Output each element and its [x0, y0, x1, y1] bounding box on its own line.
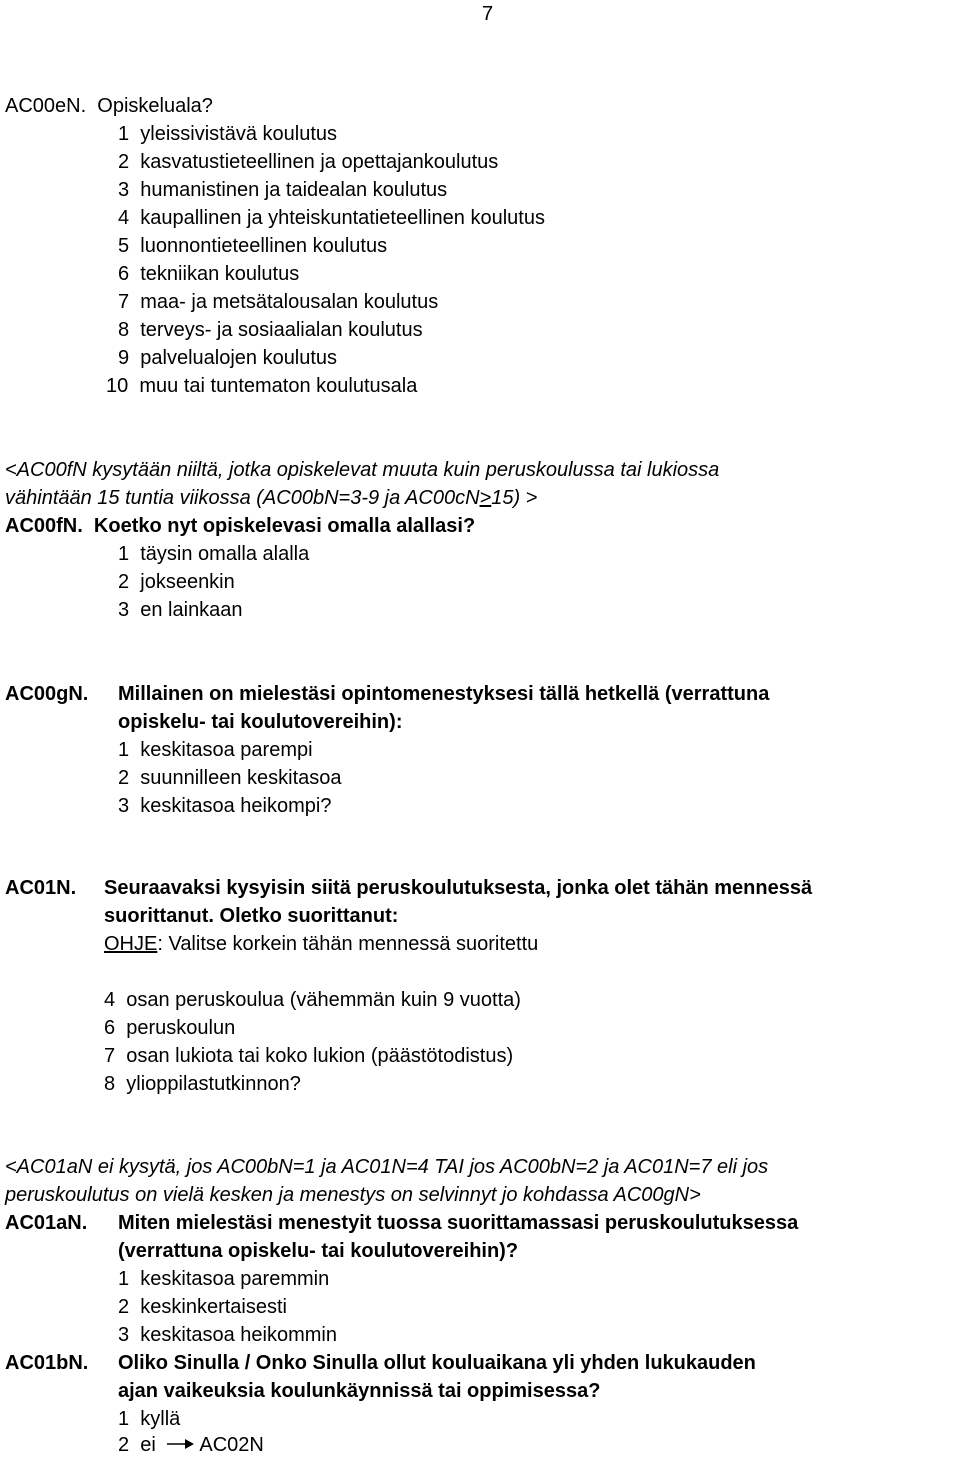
- option-ac01n-7: 7 osan lukiota tai koko lukion (päästötodistus): [104, 1045, 514, 1067]
- option-ac01an-1: 1 keskitasoa paremmin: [118, 1268, 330, 1290]
- option-ac00en-3: 3 humanistinen ja taidealan koulutus: [118, 179, 448, 201]
- option-ac00en-1: 1 yleissivistävä koulutus: [118, 123, 337, 145]
- option-ac00gn-3: 3 keskitasoa heikompi?: [118, 795, 332, 817]
- question-ac00gn-line2: opiskelu- tai koulutovereihin):: [118, 711, 403, 733]
- question-ac01n-line2: suorittanut. Oletko suorittanut:: [104, 905, 399, 927]
- option-ac00en-9: 9 palvelualojen koulutus: [118, 347, 338, 369]
- question-code: AC00fN.: [5, 515, 83, 537]
- option-ac00en-7: 7 maa- ja metsätalousalan koulutus: [118, 291, 439, 313]
- skip-target: AC02N: [199, 1434, 264, 1456]
- option-ac01n-4: 4 osan peruskoulua (vähemmän kuin 9 vuotta): [104, 989, 521, 1011]
- option-ac00en-6: 6 tekniikan koulutus: [118, 263, 300, 285]
- instruction-ac01n: OHJE: Valitse korkein tähän mennessä suoritettu: [104, 933, 539, 955]
- right-arrow-icon: [165, 1433, 195, 1457]
- instruction-label: OHJE: [104, 933, 158, 955]
- question-code: AC00eN.: [5, 95, 87, 117]
- question-ac01an-line1: Miten mielestäsi menestyit tuossa suorittamassasi peruskoulutuksessa: [118, 1212, 799, 1234]
- option-ac01bn-2: 2 ei AC02N: [118, 1434, 264, 1456]
- question-ac01bn-line2: ajan vaikeuksia koulunkäynnissä tai oppimisessa?: [118, 1380, 601, 1402]
- option-ac01an-3: 3 keskitasoa heikommin: [118, 1324, 337, 1346]
- question-ac01bn-line1: Oliko Sinulla / Onko Sinulla ollut kouluaikana yli yhden lukukauden: [118, 1352, 756, 1374]
- filter-note-ac01an-line1: <AC01aN ei kysytä, jos AC00bN=1 ja AC01N=4 TAI jos AC00bN=2 ja AC01N=7 eli jos: [5, 1156, 769, 1178]
- page-number: 7: [482, 3, 494, 25]
- filter-note-ac00fn-line1: <AC00fN kysytään niiltä, jotka opiskelevat muuta kuin peruskoulussa tai lukiossa: [5, 459, 720, 481]
- question-text: Koetko nyt opiskelevasi omalla alallasi?: [93, 515, 476, 537]
- option-ac00gn-2: 2 suunnilleen keskitasoa: [118, 767, 342, 789]
- option-ac01bn-1: 1 kyllä: [118, 1408, 181, 1430]
- option-ac01n-8: 8 ylioppilastutkinnon?: [104, 1073, 301, 1095]
- option-ac00gn-1: 1 keskitasoa parempi: [118, 739, 313, 761]
- filter-note-ac01an-line2: peruskoulutus on vielä kesken ja menestys on selvinnyt jo kohdassa AC00gN>: [5, 1184, 701, 1206]
- question-ac00gn-line1: Millainen on mielestäsi opintomenestyksesi tällä hetkellä (verrattuna: [118, 683, 770, 705]
- option-ac00en-2: 2 kasvatustieteellinen ja opettajankoulutus: [118, 151, 499, 173]
- question-ac01an-code: AC01aN.: [5, 1212, 88, 1234]
- filter-note-ac00fn-line2: vähintään 15 tuntia viikossa (AC00bN=3-9 ja AC00cN>15) >: [5, 487, 538, 509]
- question-ac00en: [5, 94, 213, 118]
- option-ac01n-6: 6 peruskoulun: [104, 1017, 236, 1039]
- question-ac01n-line1: Seuraavaksi kysyisin siitä peruskoulutuksesta, jonka olet tähän mennessä: [104, 877, 813, 899]
- option-ac00fn-1: 1 täysin omalla alalla: [118, 543, 310, 565]
- question-ac00fn: [5, 514, 475, 538]
- option-ac00en-10: 10 muu tai tuntematon koulutusala: [106, 375, 418, 397]
- option-ac01an-2: 2 keskinkertaisesti: [118, 1296, 287, 1318]
- option-ac00fn-2: 2 jokseenkin: [118, 571, 235, 593]
- option-ac00en-5: 5 luonnontieteellinen koulutus: [118, 235, 388, 257]
- option-ac00fn-3: 3 en lainkaan: [118, 599, 243, 621]
- option-ac00en-4: 4 kaupallinen ja yhteiskuntatieteellinen koulutus: [118, 207, 545, 229]
- option-ac00en-8: 8 terveys- ja sosiaalialan koulutus: [118, 319, 423, 341]
- question-ac01an-line2: (verrattuna opiskelu- tai koulutovereihin)?: [118, 1240, 519, 1262]
- question-text: Opiskeluala?: [97, 95, 213, 117]
- question-ac01n-code: AC01N.: [5, 877, 77, 899]
- question-ac00gn-code: AC00gN.: [5, 683, 89, 705]
- question-ac01bn-code: AC01bN.: [5, 1352, 89, 1374]
